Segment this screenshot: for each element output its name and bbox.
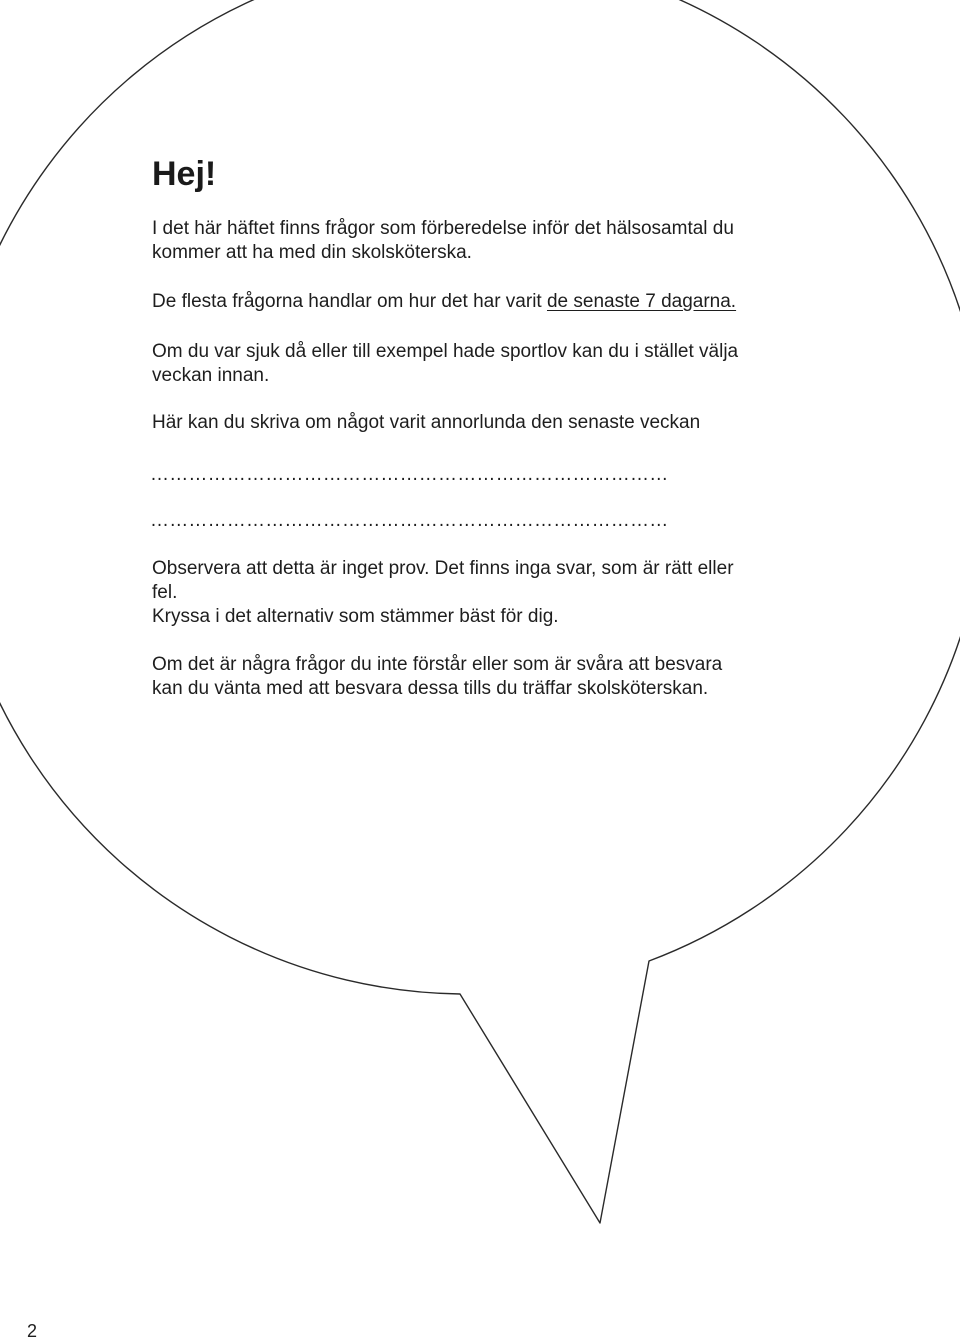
note-line-2: fel.: [152, 582, 178, 603]
intro-line-1: I det här häftet finns frågor som förberedelse inför det hälsosamtal du: [152, 218, 734, 239]
page-title: Hej!: [152, 155, 217, 193]
page-number: 2: [27, 1321, 38, 1341]
note-line-1: Observera att detta är inget prov. Det finns inga svar, som är rätt eller: [152, 558, 734, 579]
sick-line-1: Om du var sjuk då eller till exempel hade sportlov kan du i stället välja: [152, 341, 739, 362]
write-line-2[interactable]: ………………………………………………………………………: [150, 510, 669, 531]
focus-emphasis: de senaste 7 dagarna.: [546, 291, 737, 312]
focus-paragraph: [152, 290, 736, 314]
help-line-1: Om det är några frågor du inte förstår eller som är svåra att besvara: [152, 654, 723, 675]
sick-line-2: veckan innan.: [152, 365, 270, 386]
write-prompt: Här kan du skriva om något varit annorlunda den senaste veckan: [152, 412, 701, 433]
note-line-3: Kryssa i det alternativ som stämmer bäst för dig.: [152, 606, 559, 627]
focus-prefix: De flesta frågorna handlar om hur det har varit: [152, 291, 547, 312]
write-line-1[interactable]: ………………………………………………………………………: [150, 464, 669, 485]
help-line-2: kan du vänta med att besvara dessa tills du träffar skolsköterskan.: [152, 678, 709, 699]
intro-line-2: kommer att ha med din skolsköterska.: [152, 242, 472, 263]
